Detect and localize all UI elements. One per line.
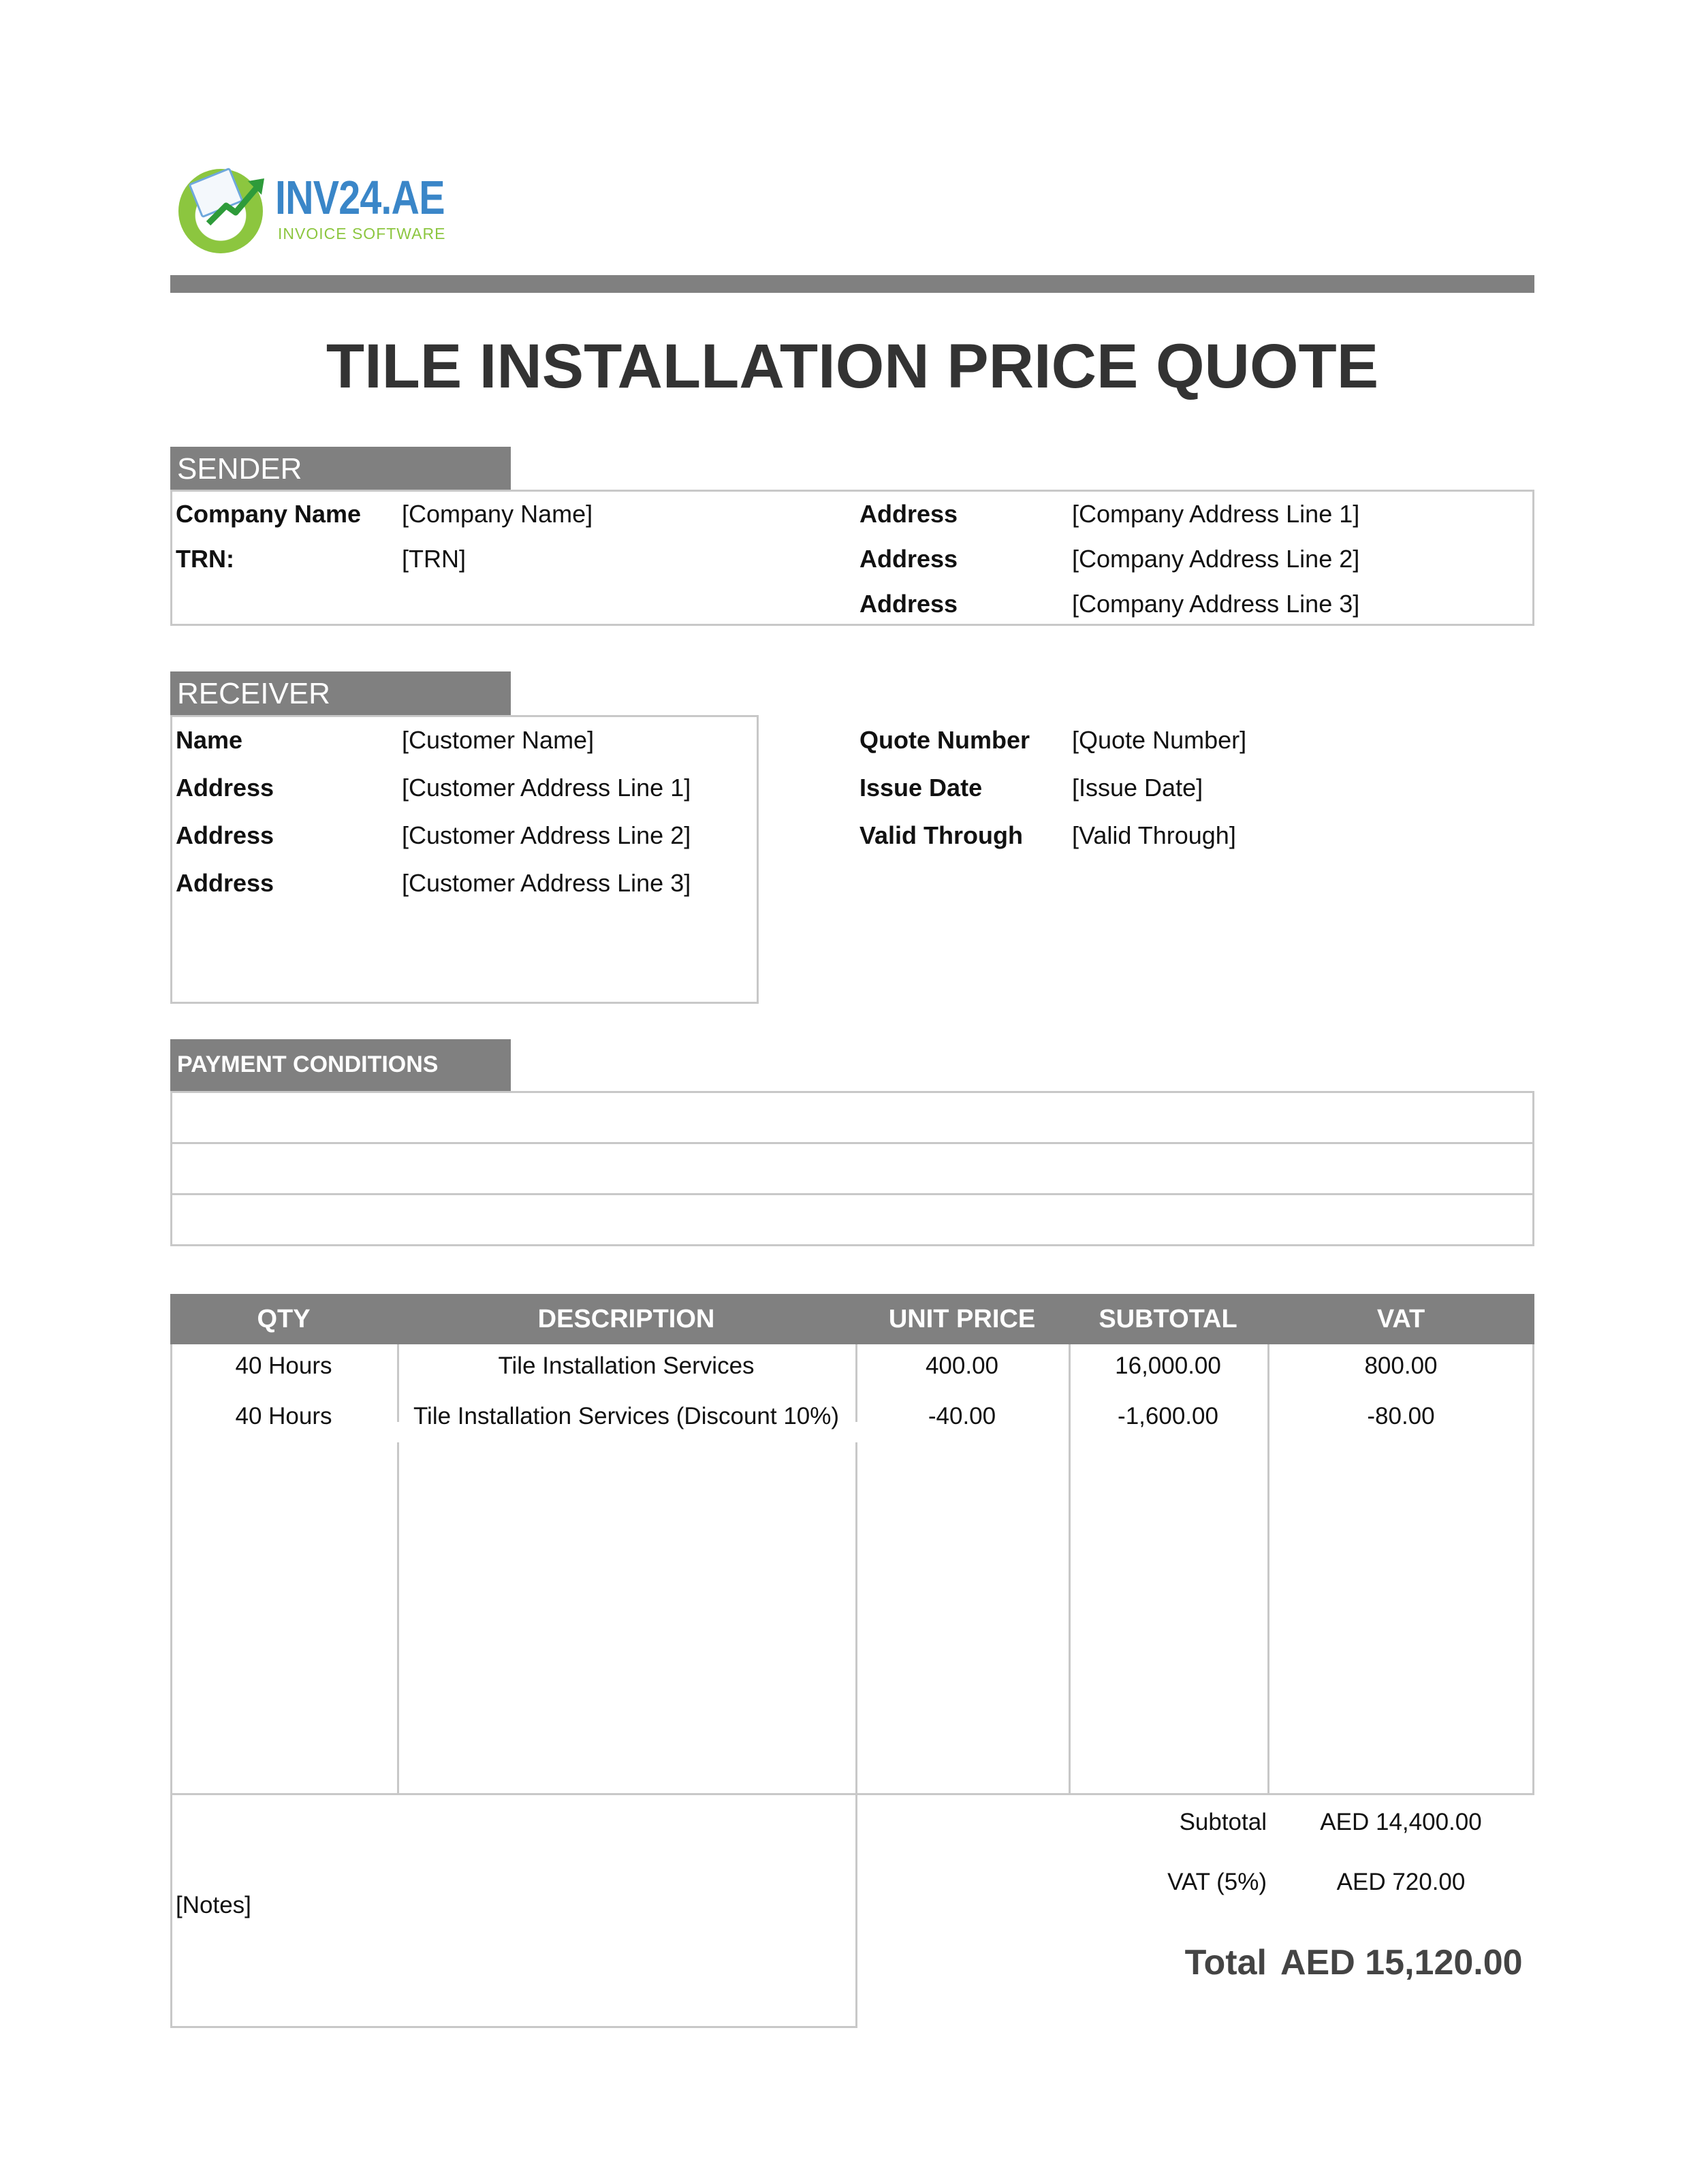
row-1-vat: 800.00	[1364, 1352, 1438, 1379]
column-header-unit-price: UNIT PRICE	[855, 1294, 1069, 1344]
sender-address-label-3: Address	[859, 590, 958, 618]
receiver-name-value: [Customer Name]	[402, 726, 595, 754]
row-1-description: Tile Installation Services	[498, 1352, 755, 1379]
row-1-qty: 40 Hours	[235, 1352, 332, 1379]
row-1-subtotal: 16,000.00	[1115, 1352, 1221, 1379]
sender-address-value-3: [Company Address Line 3]	[1072, 590, 1360, 618]
company-logo	[178, 163, 464, 252]
sender-address-label-1: Address	[859, 500, 958, 528]
issue-date-value: [Issue Date]	[1072, 774, 1203, 802]
valid-through-value: [Valid Through]	[1072, 821, 1236, 849]
row-2-subtotal: -1,600.00	[1118, 1403, 1218, 1429]
row-1-unit-price: 400.00	[925, 1352, 999, 1379]
table-border-left	[170, 1344, 172, 2028]
receiver-box	[170, 715, 759, 1004]
company-name-label: Company Name	[176, 500, 362, 528]
table-divider-desc	[855, 1442, 857, 2028]
row-2-qty: 40 Hours	[235, 1403, 332, 1429]
issue-date-label: Issue Date	[859, 774, 983, 802]
vat-label: VAT (5%)	[1167, 1869, 1267, 1895]
company-name-value: [Company Name]	[402, 500, 593, 528]
notes-text: [Notes]	[176, 1892, 251, 1918]
column-header-vat: VAT	[1267, 1294, 1534, 1344]
receiver-address-label-2: Address	[176, 821, 274, 849]
payment-conditions-heading: PAYMENT CONDITIONS	[170, 1039, 511, 1091]
payment-condition-row-1	[170, 1091, 1534, 1144]
sender-address-value-2: [Company Address Line 2]	[1072, 545, 1360, 573]
table-bottom-line	[170, 1793, 1534, 1795]
table-divider-qty	[397, 1442, 399, 1795]
sender-address-value-1: [Company Address Line 1]	[1072, 500, 1360, 528]
column-header-description: DESCRIPTION	[397, 1294, 855, 1344]
valid-through-label: Valid Through	[859, 821, 1023, 849]
payment-condition-row-2	[170, 1142, 1534, 1195]
sender-address-label-2: Address	[859, 545, 958, 573]
header-divider	[170, 275, 1534, 293]
column-header-qty: QTY	[170, 1294, 397, 1344]
total-value: AED 15,120.00	[1280, 1943, 1523, 1982]
receiver-address-label-1: Address	[176, 774, 274, 802]
total-label: Total	[1184, 1943, 1267, 1982]
receiver-name-label: Name	[176, 726, 243, 754]
trn-label: TRN:	[176, 545, 234, 573]
logo-title: INV24.AE	[275, 171, 445, 224]
receiver-heading: RECEIVER	[170, 671, 511, 716]
document-title: TILE INSTALLATION PRICE QUOTE	[326, 332, 1379, 401]
trn-value: [TRN]	[402, 545, 466, 573]
subtotal-label: Subtotal	[1179, 1809, 1267, 1835]
row-2-description: Tile Installation Services (Discount 10%)	[413, 1403, 840, 1429]
receiver-address-value-1: [Customer Address Line 1]	[402, 774, 691, 802]
logo-subtitle: INVOICE SOFTWARE	[278, 225, 446, 242]
row-2-vat: -80.00	[1367, 1403, 1435, 1429]
column-header-subtotal: SUBTOTAL	[1069, 1294, 1267, 1344]
quote-number-label: Quote Number	[859, 726, 1030, 754]
receiver-address-value-2: [Customer Address Line 2]	[402, 821, 691, 849]
receiver-address-value-3: [Customer Address Line 3]	[402, 869, 691, 897]
subtotal-value: AED 14,400.00	[1320, 1809, 1482, 1835]
payment-condition-row-3	[170, 1193, 1534, 1246]
notes-bottom-line	[170, 2026, 857, 2028]
row-2-unit-price: -40.00	[928, 1403, 996, 1429]
chart-arrow-icon	[206, 174, 267, 229]
quote-number-value: [Quote Number]	[1072, 726, 1247, 754]
receiver-address-label-3: Address	[176, 869, 274, 897]
sender-heading: SENDER	[170, 447, 511, 492]
vat-value: AED 720.00	[1336, 1869, 1466, 1895]
